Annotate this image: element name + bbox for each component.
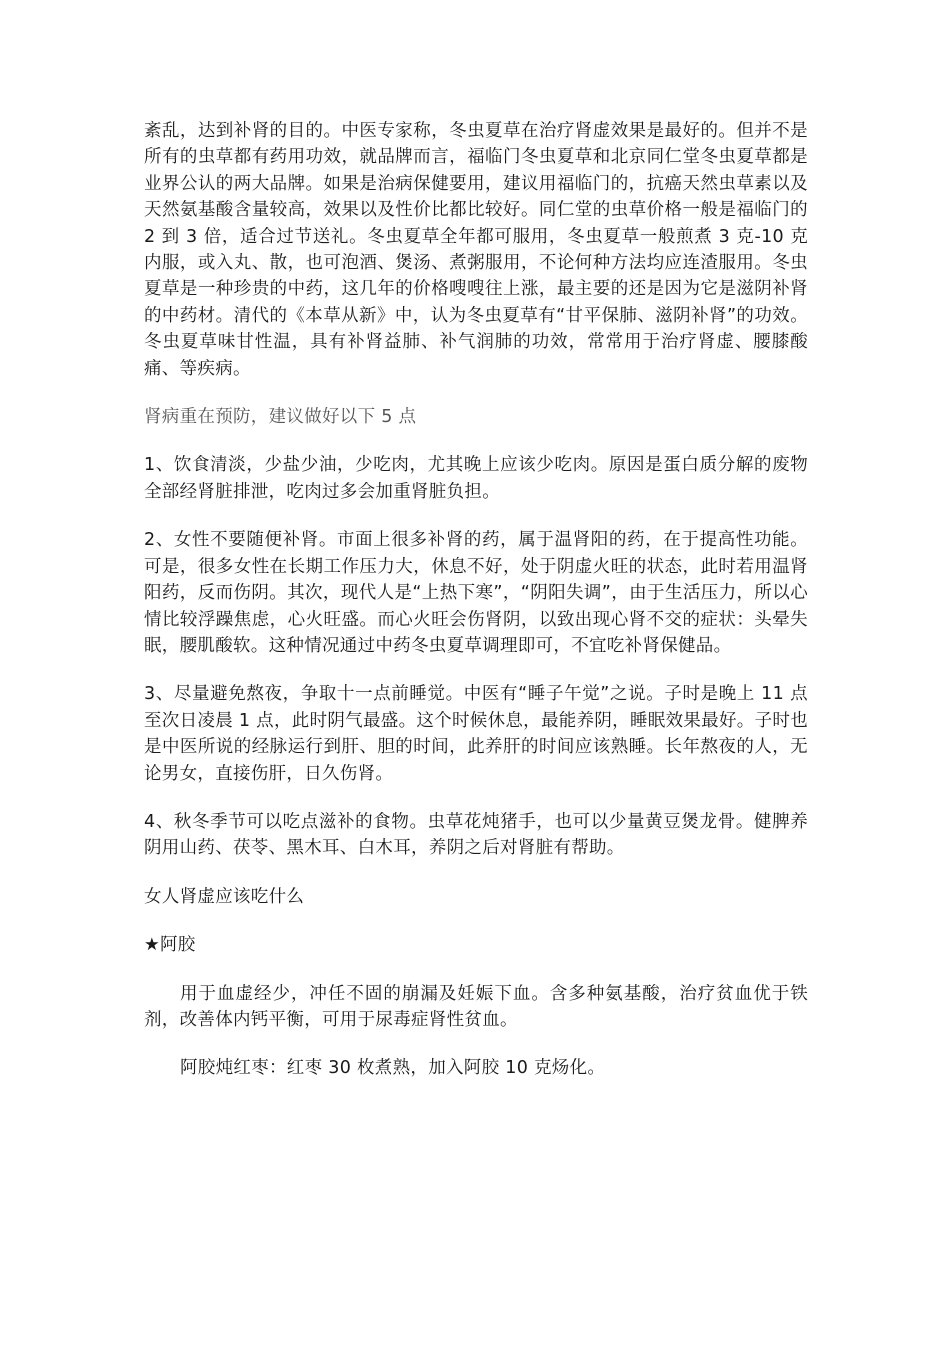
list-item-diet: 1、饮食清淡，少盐少油，少吃肉，尤其晚上应该少吃肉。原因是蛋白质分解的废物全部经肾脏排泄，吃肉过多会加重肾脏负担。 xyxy=(144,455,808,502)
paragraph-ejiao-usage: 用于血虚经少，冲任不固的崩漏及妊娠下血。含多种氨基酸，治疗贫血优于铁剂，改善体内钙平衡，可用于尿毒症肾性贫血。 xyxy=(144,983,808,1030)
list-item-women: 2、女性不要随便补肾。市面上很多补肾的药，属于温肾阳的药，在于提高性功能。可是，很多女性在长期工作压力大，休息不好，处于阴虚火旺的状态，此时若用温肾阳药，反而伤阴。其次，现代人是“上热下寒”，“阴阳失调”，由于生活压力，所以心情比较浮躁焦虑，心火旺盛。而心火旺会伤肾阴，以致出现心肾不交的症状：头晕失眠，腰肌酸软。这种情况通过中药冬虫夏草调理即可，不宜吃补肾保健品。 xyxy=(144,530,808,656)
heading-ejiao: ★阿胶 xyxy=(144,935,196,956)
list-item-autumn-food: 4、秋冬季节可以吃点滋补的食物。虫草花炖猪手，也可以少量黄豆煲龙骨。健脾养阴用山药、茯苓、黑木耳、白木耳，养阴之后对肾脏有帮助。 xyxy=(144,811,808,859)
document-body xyxy=(144,118,808,1104)
heading-prevention: 肾病重在预防，建议做好以下 5 点 xyxy=(144,407,417,428)
paragraph-ejiao-recipe: 阿胶炖红枣：红枣 30 枚煮熟，加入阿胶 10 克炀化。 xyxy=(180,1058,606,1079)
heading-women-food: 女人肾虚应该吃什么 xyxy=(144,886,305,907)
paragraph-cordyceps-intro: 紊乱，达到补肾的目的。中医专家称，冬虫夏草在治疗肾虚效果是最好的。但并不是所有的虫草都有药用功效，就品牌而言，福临门冬虫夏草和北京同仁堂冬虫夏草都是业界公认的两大品牌。如果是治病保健要用，建议用福临门的，抗癌天然虫草素以及天然氨基酸含量较高，效果以及性价比都比较好。同仁堂的虫草价格一般是福临门的 2 到 3 倍，适合过节送礼。冬虫夏草全年都可服用，冬虫夏草一般煎煮 3 克-10 克内服，或入丸、散，也可泡酒、煲汤、煮粥服用，不论何种方法均应连渣服用。冬虫夏草是一种珍贵的中药，这几年的价格嗖嗖往上涨，最主要的还是因为它是滋阴补肾的中药材。清代的《本草从新》中，认为冬虫夏草有“甘平保肺、滋阴补肾”的功效。冬虫夏草味甘性温，具有补肾益肺、补气润肺的功效，常常用于治疗肾虚、腰膝酸痛、等疾病。 xyxy=(144,121,808,379)
list-item-sleep: 3、尽量避免熬夜，争取十一点前睡觉。中医有“睡子午觉”之说。子时是晚上 11 点至次日凌晨 1 点，此时阴气最盛。这个时候休息，最能养阴，睡眠效果最好。子时也是中医所说的经脉运行到肝、胆的时间，此养肝的时间应该熟睡。长年熬夜的人，无论男女，直接伤肝，日久伤肾。 xyxy=(144,684,808,784)
